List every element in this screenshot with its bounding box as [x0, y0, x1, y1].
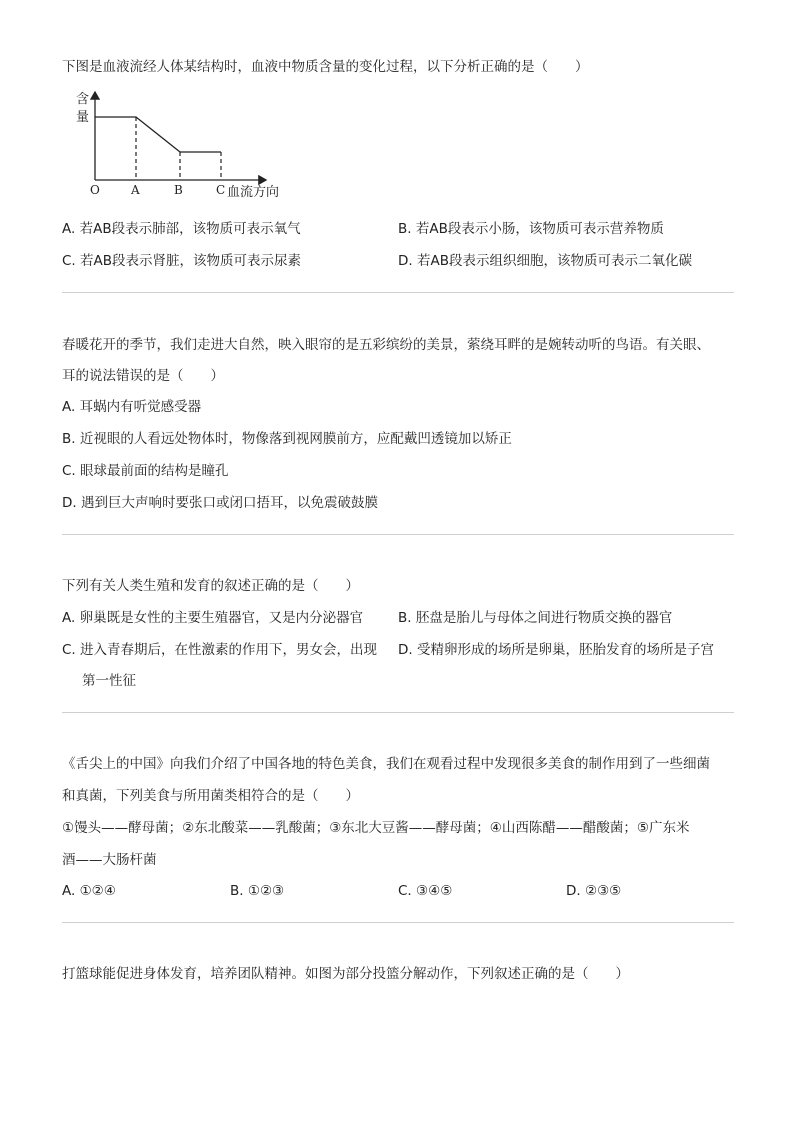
q4-stem-line2: 和真菌，下列美食与所用菌类相符合的是（ ） [62, 788, 359, 804]
tick-label-a: A [131, 183, 140, 197]
q2-option-c[interactable]: C. 眼球最前面的结构是瞳孔 [62, 463, 229, 479]
q2-stem-line2: 耳的说法错误的是（ ） [62, 368, 224, 384]
divider-2 [62, 534, 734, 535]
q3-option-a[interactable]: A. 卵巢既是女性的主要生殖器官，又是内分泌器官 [62, 610, 364, 626]
divider-4 [62, 922, 734, 923]
q4-option-b[interactable]: B. ①②③ [230, 883, 285, 899]
q3-stem: 下列有关人类生殖和发育的叙述正确的是（ ） [62, 578, 359, 594]
origin-label: O [90, 183, 100, 197]
tick-label-b: B [174, 183, 183, 197]
divider-3 [62, 712, 734, 713]
q1-stem: 下图是血液流经人体某结构时，血液中物质含量的变化过程，以下分析正确的是（ ） [62, 59, 589, 75]
tick-label-c: C [216, 183, 226, 197]
q2-stem-line1: 春暖花开的季节，我们走进大自然，映入眼帘的是五彩缤纷的美景，萦绕耳畔的是婉转动听的鸟语。有关眼、 [62, 337, 710, 353]
q4-option-d[interactable]: D. ②③⑤ [566, 883, 622, 899]
y-label-2: 量 [76, 110, 90, 125]
q1-option-b[interactable]: B. 若AB段表示小肠，该物质可表示营养物质 [398, 221, 664, 237]
content-curve [95, 117, 221, 152]
q4-items-line2: 酒——大肠杆菌 [62, 852, 157, 868]
q1-option-a[interactable]: A. 若AB段表示肺部，该物质可表示氧气 [62, 221, 301, 237]
x-axis-label: 血流方向 [227, 185, 280, 200]
q4-stem-line1: 《舌尖上的中国》向我们介绍了中国各地的特色美食，我们在观看过程中发现很多美食的制作用到了一些细菌 [62, 756, 710, 772]
q1-option-d[interactable]: D. 若AB段表示组织细胞，该物质可表示二氧化碳 [398, 253, 692, 269]
q4-option-a[interactable]: A. ①②④ [62, 883, 116, 899]
q2-option-b[interactable]: B. 近视眼的人看远处物体时，物像落到视网膜前方，应配戴凹透镜加以矫正 [62, 431, 512, 447]
q4-option-c[interactable]: C. ③④⑤ [398, 883, 453, 899]
q2-option-d[interactable]: D. 遇到巨大声响时要张口或闭口捂耳，以免震破鼓膜 [62, 495, 378, 511]
q3-option-d[interactable]: D. 受精卵形成的场所是卵巢，胚胎发育的场所是子宫 [398, 642, 714, 658]
q1-option-c[interactable]: C. 若AB段表示肾脏，该物质可表示尿素 [62, 253, 302, 269]
q3-option-c[interactable]: C. 进入青春期后，在性激素的作用下，男女会，出现 [62, 642, 378, 658]
q1-figure [70, 88, 310, 203]
q5-stem: 打篮球能促进身体发育，培养团队精神。如图为部分投篮分解动作，下列叙述正确的是（ ） [62, 966, 629, 982]
q3-option-b[interactable]: B. 胚盘是胎儿与母体之间进行物质交换的器官 [398, 610, 673, 626]
q2-option-a[interactable]: A. 耳蜗内有听觉感受器 [62, 399, 202, 415]
q3-option-c-cont[interactable]: 第一性征 [82, 673, 136, 689]
divider-1 [62, 292, 734, 293]
y-label-1: 含 [76, 92, 90, 107]
q4-items-line1: ①馒头——酵母菌；②东北酸菜——乳酸菌；③东北大豆酱——酵母菌；④山西陈醋——醋酸菌；⑤广东米 [62, 820, 690, 836]
